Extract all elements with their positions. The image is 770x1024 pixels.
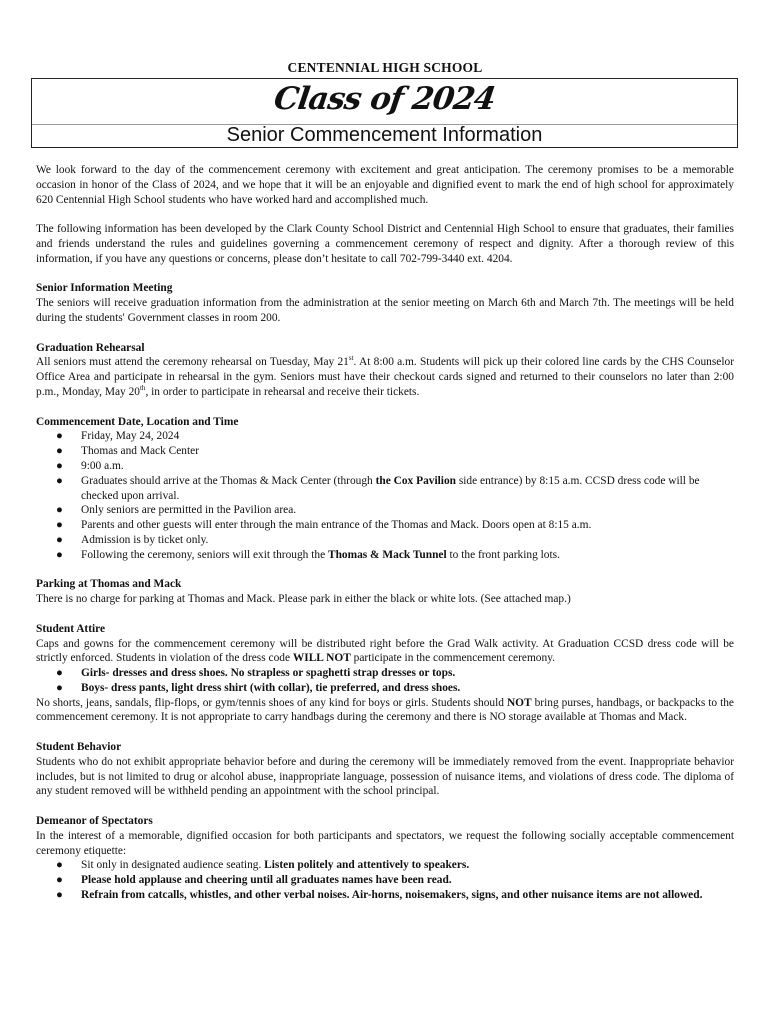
spectators-text: In the interest of a memorable, dignified occasion for both participants and spectators, we request the following socially acceptable commencement ceremony etiquette: <box>36 829 734 857</box>
document-body <box>36 163 734 903</box>
commencement-list <box>36 429 734 562</box>
list-item: ● Thomas and Mack Center <box>56 445 199 458</box>
list-item: ● Admission is by ticket only. <box>56 533 209 546</box>
attire-text: Caps and gowns for the commencement ceremony will be distributed right before the Grad Walk activity. At Graduation CCSD dress code will be strictly enforced. Students in violation of the dress code WILL NOT participate in the commencement ceremony. <box>36 637 734 665</box>
intro-paragraph-2: The following information has been developed by the Clark County School District and Centennial High School to ensure that graduates, their families and friends understand the rules and guidelines governing a commencement ceremony of respect and dignity. After a thorough review of this information, if you have any questions or concerns, please don’t hesitate to call 702-799-3440 ext. 4204. <box>36 223 734 265</box>
bullet-icon: ● <box>56 667 63 680</box>
bullet-icon: ● <box>56 459 63 472</box>
attire-list <box>36 666 734 696</box>
list-item: ● Refrain from catcalls, whistles, and other verbal noises. Air-horns, noisemakers, signs, and other nuisance items are not allowed. <box>56 889 703 902</box>
section-heading-spectators: Demeanor of Spectators <box>36 815 153 828</box>
section-heading-rehearsal: Graduation Rehearsal <box>36 341 145 354</box>
list-item: ● Boys- dress pants, light dress shirt (with collar), tie preferred, and dress shoes. <box>56 681 461 694</box>
section-heading-parking: Parking at Thomas and Mack <box>36 578 182 591</box>
intro-paragraph-1: We look forward to the day of the commencement ceremony with excitement and great anticipation. The ceremony promises to be a memorable occasion in honor of the Class of 2024, and we hope that it will be an enjoyable and dignified event to mark the end of high school for approximately 620 Centennial High School students who have worked hard and accomplished much. <box>36 164 734 206</box>
bullet-icon: ● <box>56 445 63 458</box>
behavior-text: Students who do not exhibit appropriate behavior before and during the ceremony will be immediately removed from the event. Inappropriate behavior includes, but is not limited to drug or alcohol abuse, inappropriate language, possession of nuisance items, and violations of dress code. The diploma of any student removed will be withheld pending an appointment with the school principal. <box>36 755 734 798</box>
attire-restrictions-text: No shorts, jeans, sandals, flip-flops, or gym/tennis shoes of any kind for boys or girls. Students should NOT bring purses, handbags, or backpacks to the commencement ceremony. It is not appropriate to carry handbags during the ceremony and there is NO storage available at Thomas and Mack. <box>36 696 734 724</box>
list-item: ● 9:00 a.m. <box>56 459 124 472</box>
section-heading-attire: Student Attire <box>36 622 106 635</box>
class-title: Class of 2024 <box>271 81 498 117</box>
section-heading-senior-meeting: Senior Information Meeting <box>36 282 173 295</box>
bullet-icon: ● <box>56 548 63 561</box>
bullet-icon: ● <box>56 859 63 872</box>
list-item: ● Following the ceremony, seniors will exit through the Thomas & Mack Tunnel to the front parking lots. <box>56 548 560 561</box>
list-item: ● Please hold applause and cheering until all graduates names have been read. <box>56 874 452 887</box>
spectators-list <box>36 858 734 902</box>
bullet-icon: ● <box>56 681 63 694</box>
bullet-icon: ● <box>56 533 63 546</box>
school-name: CENTENNIAL HIGH SCHOOL <box>287 60 483 75</box>
list-item: ● Parents and other guests will enter through the main entrance of the Thomas and Mack. Doors open at 8:15 a.m. <box>56 519 592 532</box>
bullet-icon: ● <box>56 504 63 517</box>
list-item: ● Graduates should arrive at the Thomas & Mack Center (through the Cox Pavilion side entrance) by 8:15 a.m. CCSD dress code will be checked upon arrival. <box>56 474 700 502</box>
list-item: ● Girls- dresses and dress shoes. No strapless or spaghetti strap dresses or tops. <box>56 667 456 680</box>
bullet-icon: ● <box>56 874 63 887</box>
senior-meeting-text: The seniors will receive graduation information from the administration at the senior meeting on March 6th and March 7th. The meetings will be held during the students' Government classes in room 200. <box>36 297 734 324</box>
section-heading-commencement: Commencement Date, Location and Time <box>36 415 239 428</box>
bullet-icon: ● <box>56 519 63 532</box>
bullet-icon: ● <box>56 474 63 487</box>
section-heading-behavior: Student Behavior <box>36 741 122 754</box>
list-item: ● Friday, May 24, 2024 <box>56 430 180 443</box>
page-subtitle: Senior Commencement Information <box>226 124 543 146</box>
parking-text: There is no charge for parking at Thomas and Mack. Please park in either the black or white lots. (See attached map.) <box>36 593 571 606</box>
bullet-icon: ● <box>56 889 63 902</box>
list-item: ● Sit only in designated audience seating. Listen politely and attentively to speakers. <box>56 859 470 872</box>
list-item: ● Only seniors are permitted in the Pavilion area. <box>56 504 297 517</box>
title-box <box>31 78 738 148</box>
rehearsal-text: All seniors must attend the ceremony rehearsal on Tuesday, May 21st. At 8:00 a.m. Students will pick up their colored line cards by the CHS Counselor Office Area and participate in rehearsal in the gym. Seniors must have their checkout cards signed and returned to their counselors no later than 2:00 p.m., Monday, May 20th, in order to participate in rehearsal and receive their tickets. <box>36 354 734 398</box>
bullet-icon: ● <box>56 430 63 443</box>
